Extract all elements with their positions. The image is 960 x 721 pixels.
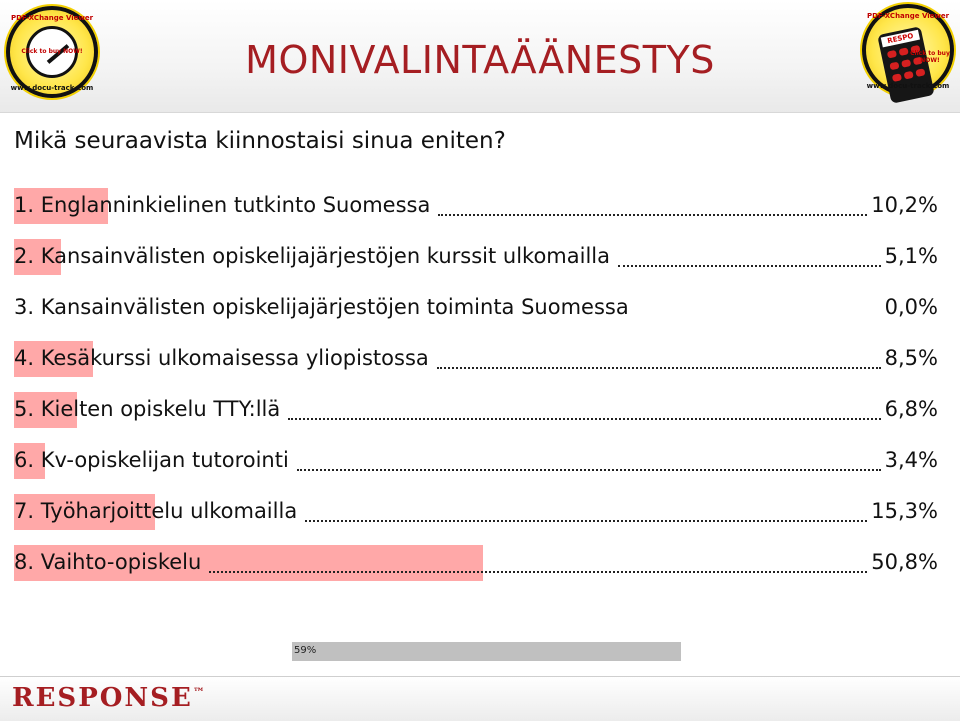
remote-key-icon [904, 71, 914, 80]
voting-remote-icon [877, 26, 935, 104]
watermark-bottom-text: www.docu-track.com [866, 82, 950, 90]
response-logo [12, 683, 207, 713]
poll-option-row [14, 443, 938, 479]
remote-brand-label: RESPO [881, 30, 920, 48]
logo-text: RESPONSE [12, 683, 193, 713]
option-percent: 6,8% [884, 397, 938, 421]
poll-option-row [14, 290, 938, 326]
option-percent: 10,2% [871, 193, 938, 217]
watermark-top-text: PDF-XChange Viewer [10, 14, 94, 22]
dot-leader [288, 396, 881, 420]
slide-footer [0, 676, 960, 721]
watermark-top-text: PDF-XChange Viewer [866, 12, 950, 20]
remote-key-icon [892, 73, 902, 82]
remote-key-icon [915, 68, 925, 77]
poll-question: Mikä seuraavista kiinnostaisi sinua eniten? [14, 128, 506, 154]
progress-bar [292, 642, 681, 661]
option-label: 7. Työharjoittelu ulkomailla [14, 499, 298, 523]
trademark-symbol: ™ [192, 685, 207, 700]
watermark-center-text: Click to buy NOW! [21, 48, 83, 55]
option-percent: 3,4% [884, 448, 938, 472]
option-percent: 8,5% [884, 346, 938, 370]
dot-leader [209, 549, 867, 573]
page-title: MONIVALINTAÄÄNESTYS [245, 38, 715, 82]
poll-option-row [14, 239, 938, 275]
option-percent: 15,3% [871, 499, 938, 523]
option-label: 3. Kansainvälisten opiskelijajärjestöjen toiminta Suomessa [14, 295, 629, 319]
option-label: 4. Kesäkurssi ulkomaisessa yliopistossa [14, 346, 429, 370]
watermark-bottom-text: www.docu-track.com [10, 84, 94, 92]
dot-leader [437, 345, 881, 369]
poll-option-row [14, 341, 938, 377]
dot-leader [438, 192, 867, 216]
option-label: 6. Kv-opiskelijan tutorointi [14, 448, 289, 472]
option-percent: 50,8% [871, 550, 938, 574]
remote-key-icon [889, 62, 899, 71]
dot-leader [305, 498, 867, 522]
poll-option-row [14, 545, 938, 581]
poll-option-row [14, 188, 938, 224]
option-percent: 5,1% [884, 244, 938, 268]
option-label: 8. Vaihto-opiskelu [14, 550, 202, 574]
dot-leader [618, 243, 881, 267]
progress-fill [292, 642, 522, 661]
option-label: 1. Englanninkielinen tutkinto Suomessa [14, 193, 431, 217]
slide-header [0, 0, 960, 113]
option-label: 5. Kielten opiskelu TTY:llä [14, 397, 281, 421]
option-label: 2. Kansainvälisten opiskelijajärjestöjen kurssit ulkomailla [14, 244, 610, 268]
poll-option-row [14, 392, 938, 428]
watermark-center-text: Click to buy NOW! [910, 50, 950, 64]
dot-leader [297, 447, 881, 471]
pdf-xchange-watermark-right[interactable] [862, 4, 954, 96]
remote-key-icon [887, 50, 897, 59]
poll-option-row [14, 494, 938, 530]
option-percent: 0,0% [884, 295, 938, 319]
progress-text: 59% [294, 645, 317, 656]
